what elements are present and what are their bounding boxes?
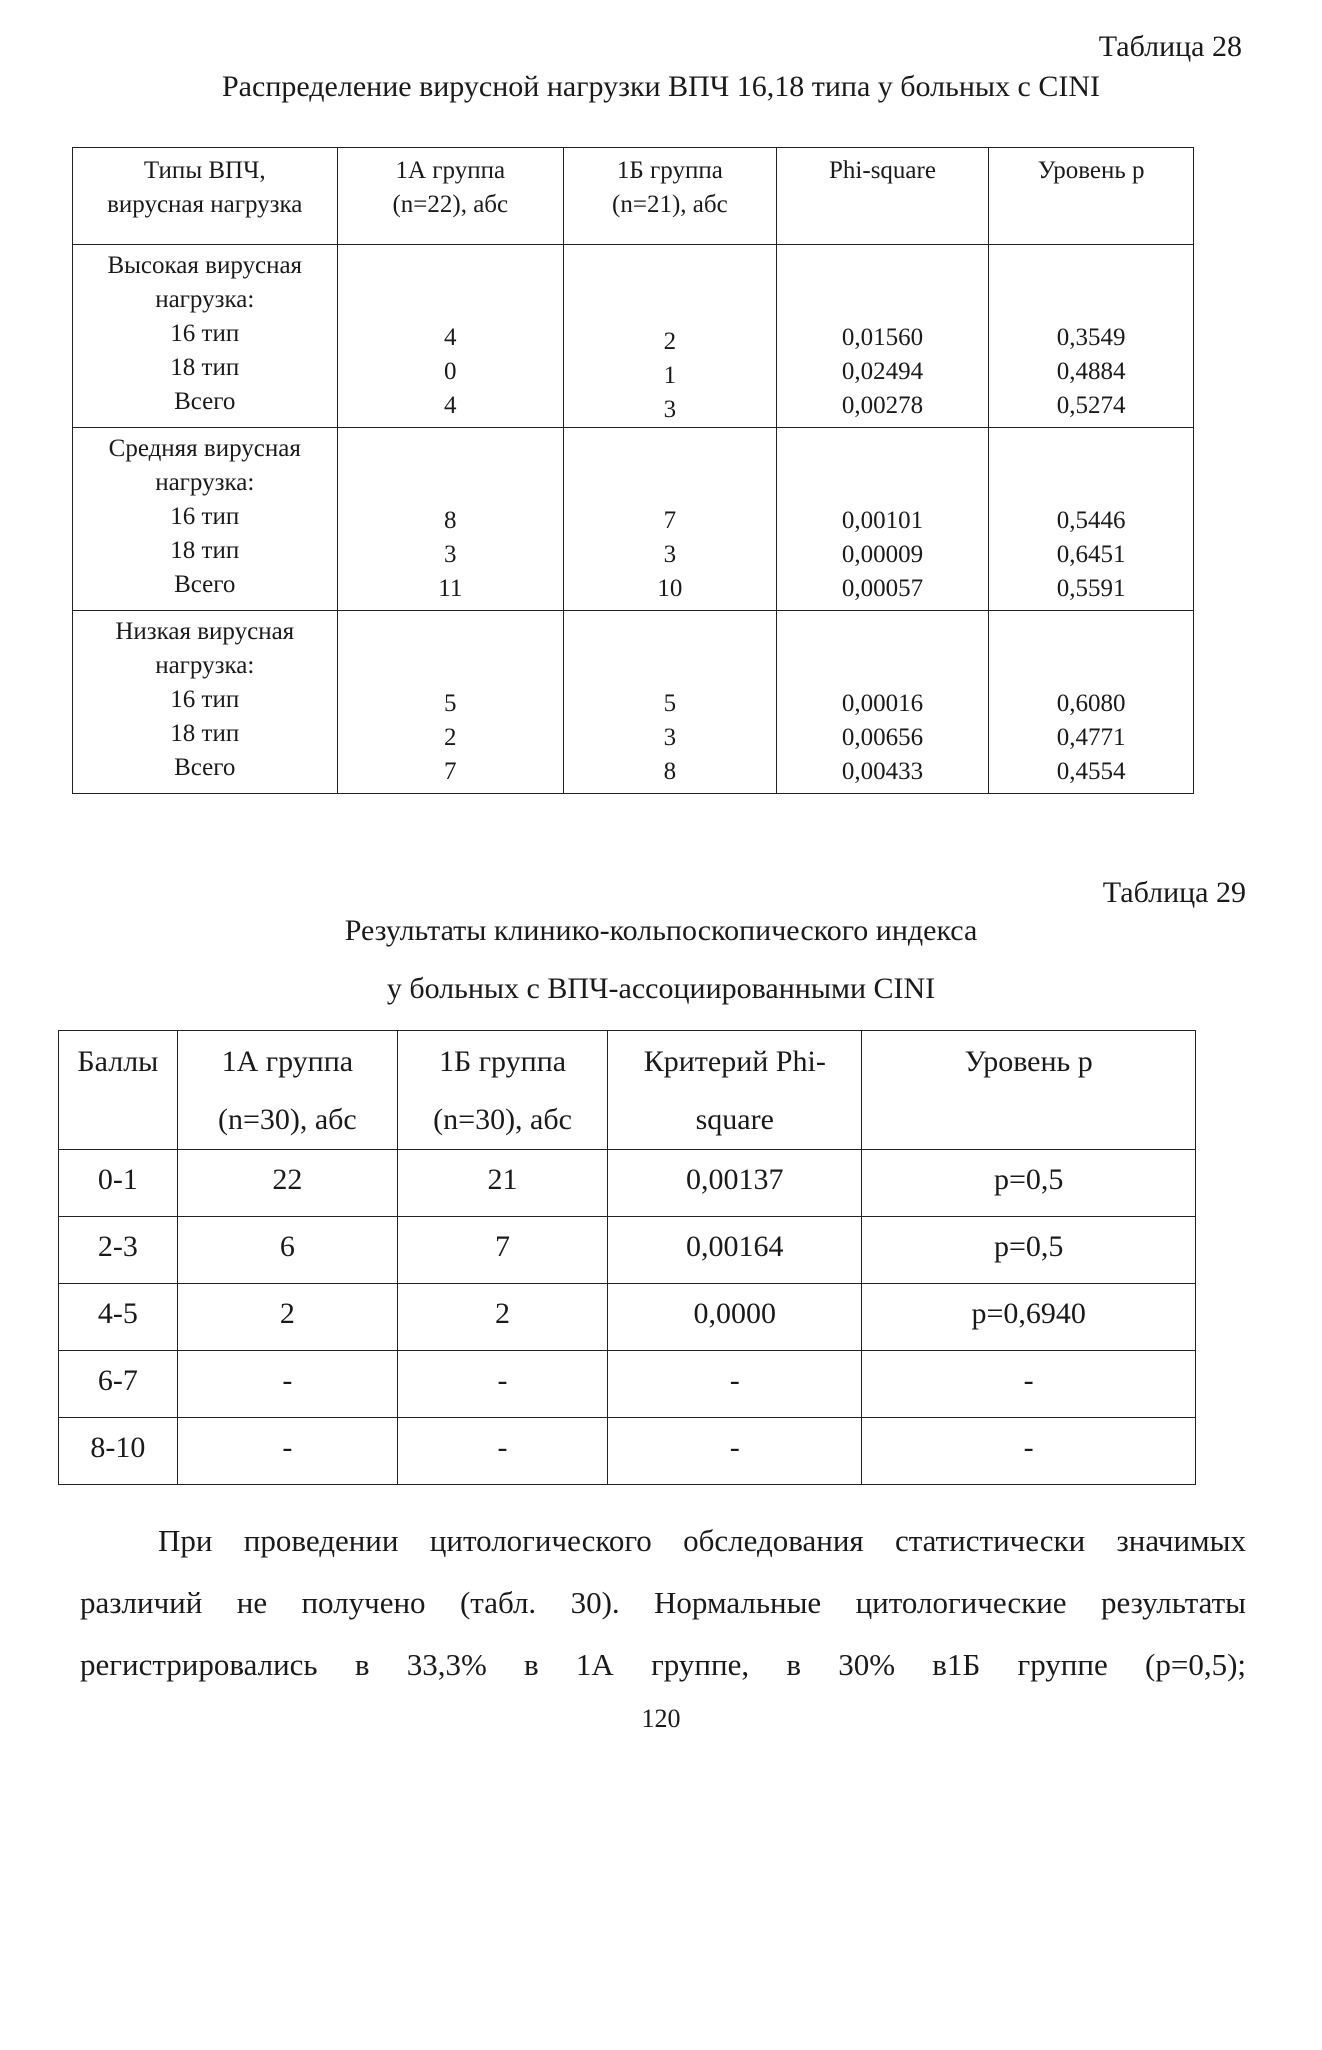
cell-phi: 0,00164 (608, 1217, 862, 1284)
cell-1b: 7 (397, 1217, 607, 1284)
value-p: 0,4554 (1056, 758, 1126, 785)
row-type: 18 тип (170, 720, 240, 747)
cell-phi: - (608, 1351, 862, 1418)
row-type: Всего (174, 754, 236, 781)
header-1b-line1: 1Б группа (616, 157, 723, 184)
header-1a-line2: (n=30), абс (217, 1103, 357, 1136)
header-p-text: Уровень р (964, 1045, 1093, 1078)
header-phi-line2: square (695, 1103, 774, 1136)
table29-caption: Таблица 29 (1102, 876, 1246, 909)
p-values (989, 611, 1194, 794)
row-type: 18 тип (170, 354, 240, 381)
cell-p: p=0,5 (862, 1150, 1196, 1217)
table28-title: Распределение вирусной нагрузки ВПЧ 16,18 типа у больных с CINI (222, 70, 1100, 103)
header-score-text: Баллы (77, 1045, 159, 1078)
group1a-values (337, 245, 564, 428)
section-label: Высокая вирусная (107, 252, 303, 279)
value-p: 0,5591 (1056, 575, 1126, 602)
p-values (989, 428, 1194, 611)
cell-1b: 2 (397, 1284, 607, 1351)
table29-title-line2: у больных с ВПЧ-ассоциированными CINI (386, 972, 936, 1005)
value-p: 0,6451 (1056, 541, 1126, 568)
section-label: Низкая вирусная (115, 618, 295, 645)
row-type: 18 тип (170, 537, 240, 564)
value-1a: 3 (444, 541, 457, 568)
value-phi: 0,00016 (841, 690, 924, 717)
value-phi: 0,00433 (841, 758, 924, 785)
header-1a-line1: 1А группа (395, 157, 506, 184)
cell-score: 2-3 (59, 1217, 178, 1284)
value-1b: 10 (657, 575, 683, 602)
phi-values (776, 611, 989, 794)
paragraph-line-1-text: При проведении цитологического обследования статистически значимых (158, 1523, 1246, 1558)
row-type: 16 тип (170, 686, 240, 713)
table-row (59, 1150, 1196, 1217)
table28-header-type (73, 148, 338, 245)
group1a-values (337, 611, 564, 794)
cell-1b: 21 (397, 1150, 607, 1217)
paragraph-line-1 (80, 1510, 1246, 1572)
p-values (989, 245, 1194, 428)
value-phi: 0,02494 (841, 358, 924, 385)
table28-caption: Таблица 28 (1098, 30, 1242, 63)
value-phi: 0,00656 (841, 724, 924, 751)
section-label: нагрузка: (155, 469, 255, 496)
value-phi: 0,00278 (841, 392, 924, 419)
row-type: Всего (174, 388, 236, 415)
value-phi: 0,00101 (841, 507, 924, 534)
table29-header-group1a (177, 1031, 397, 1150)
value-1b: 7 (663, 507, 677, 534)
header-1b-line2: (n=30), абс (433, 1103, 572, 1136)
cell-p: - (862, 1351, 1196, 1418)
section-label: нагрузка: (155, 286, 255, 313)
header-phi-text: Phi-square (829, 157, 936, 184)
section-label: Средняя вирусная (108, 435, 301, 462)
value-phi: 0,00009 (841, 541, 924, 568)
table-row (59, 1418, 1196, 1485)
table28-header-p (989, 148, 1194, 245)
section-label-cell (73, 611, 338, 794)
cell-1a: 22 (177, 1150, 397, 1217)
section-label-cell (73, 428, 338, 611)
cell-score: 6-7 (59, 1351, 178, 1418)
value-p: 0,5446 (1056, 507, 1126, 534)
table28-section-high (73, 245, 1194, 428)
cell-p: p=0,6940 (862, 1284, 1196, 1351)
table29-header-group1b (397, 1031, 607, 1150)
cell-phi: 0,00137 (608, 1150, 862, 1217)
cell-1b: - (397, 1351, 607, 1418)
value-1a: 5 (444, 690, 457, 717)
cell-1a: 6 (177, 1217, 397, 1284)
group1a-values (337, 428, 564, 611)
table29-header-phi (608, 1031, 862, 1150)
value-p: 0,3549 (1056, 324, 1126, 351)
section-label-cell (73, 245, 338, 428)
group1b-values (564, 611, 777, 794)
value-p: 0,5274 (1056, 392, 1126, 419)
value-1a: 0 (444, 358, 457, 385)
section-label: нагрузка: (155, 652, 255, 679)
table28-header-group1a (337, 148, 564, 245)
header-1a-line1: 1А группа (221, 1045, 354, 1078)
header-p-text: Уровень р (1037, 157, 1145, 184)
table-row (59, 1217, 1196, 1284)
value-1a: 7 (444, 758, 457, 785)
row-type: Всего (174, 571, 236, 598)
value-phi: 0,00057 (841, 575, 924, 602)
table28-header-row (73, 148, 1194, 245)
body-paragraph (80, 1510, 1246, 1696)
header-type-line1: Типы ВПЧ, (143, 157, 266, 184)
cell-1a: - (177, 1418, 397, 1485)
table28-header-phi (776, 148, 989, 245)
table28 (72, 147, 1194, 794)
cell-phi: - (608, 1418, 862, 1485)
row-type: 16 тип (170, 320, 240, 347)
phi-values (776, 245, 989, 428)
row-type: 16 тип (170, 503, 240, 530)
value-1a: 4 (444, 392, 457, 419)
header-phi-line1: Критерий Phi- (643, 1045, 826, 1078)
cell-1a: - (177, 1351, 397, 1418)
table29 (58, 1030, 1196, 1485)
phi-values (776, 428, 989, 611)
cell-1b: - (397, 1418, 607, 1485)
value-1b: 3 (663, 541, 677, 568)
table-row (59, 1351, 1196, 1418)
table29-header-p (862, 1031, 1196, 1150)
table29-header-row (59, 1031, 1196, 1150)
value-1b: 3 (663, 724, 677, 751)
page-number: 120 (641, 1704, 681, 1733)
value-1a: 11 (438, 575, 463, 602)
table29-title-line1: Результаты клинико-кольпоскопического индекса (344, 914, 978, 947)
cell-score: 0-1 (59, 1150, 178, 1217)
value-1b: 3 (663, 396, 677, 423)
value-1b: 5 (663, 690, 677, 717)
value-1b: 1 (663, 362, 677, 389)
header-type-line2: вирусная нагрузка (107, 191, 303, 218)
table28-section-low (73, 611, 1194, 794)
value-1a: 8 (444, 507, 457, 534)
table-row (59, 1284, 1196, 1351)
header-1b-line1: 1Б группа (439, 1045, 567, 1078)
cell-score: 4-5 (59, 1284, 178, 1351)
table28-header-group1b (564, 148, 777, 245)
group1b-values (564, 245, 777, 428)
paragraph-line-3: регистрировались в 33,3% в 1А группе, в 30% в1Б группе (р=0,5); (80, 1647, 1246, 1682)
cell-score: 8-10 (59, 1418, 178, 1485)
value-p: 0,6080 (1056, 690, 1126, 717)
value-p: 0,4771 (1056, 724, 1126, 751)
header-1a-line2: (n=22), абс (392, 191, 509, 218)
value-1b: 8 (663, 758, 677, 785)
paragraph-line-2: различий не получено (табл. 30). Нормальные цитологические результаты (80, 1585, 1246, 1620)
cell-p: p=0,5 (862, 1217, 1196, 1284)
value-1b: 2 (663, 328, 677, 355)
cell-phi: 0,0000 (608, 1284, 862, 1351)
header-1b-line2: (n=21), абс (612, 191, 728, 218)
cell-p: - (862, 1418, 1196, 1485)
value-1a: 2 (444, 724, 457, 751)
group1b-values (564, 428, 777, 611)
value-1a: 4 (444, 324, 457, 351)
value-p: 0,4884 (1056, 358, 1126, 385)
table28-section-medium (73, 428, 1194, 611)
value-phi: 0,01560 (841, 324, 924, 351)
cell-1a: 2 (177, 1284, 397, 1351)
table29-header-score (59, 1031, 178, 1150)
